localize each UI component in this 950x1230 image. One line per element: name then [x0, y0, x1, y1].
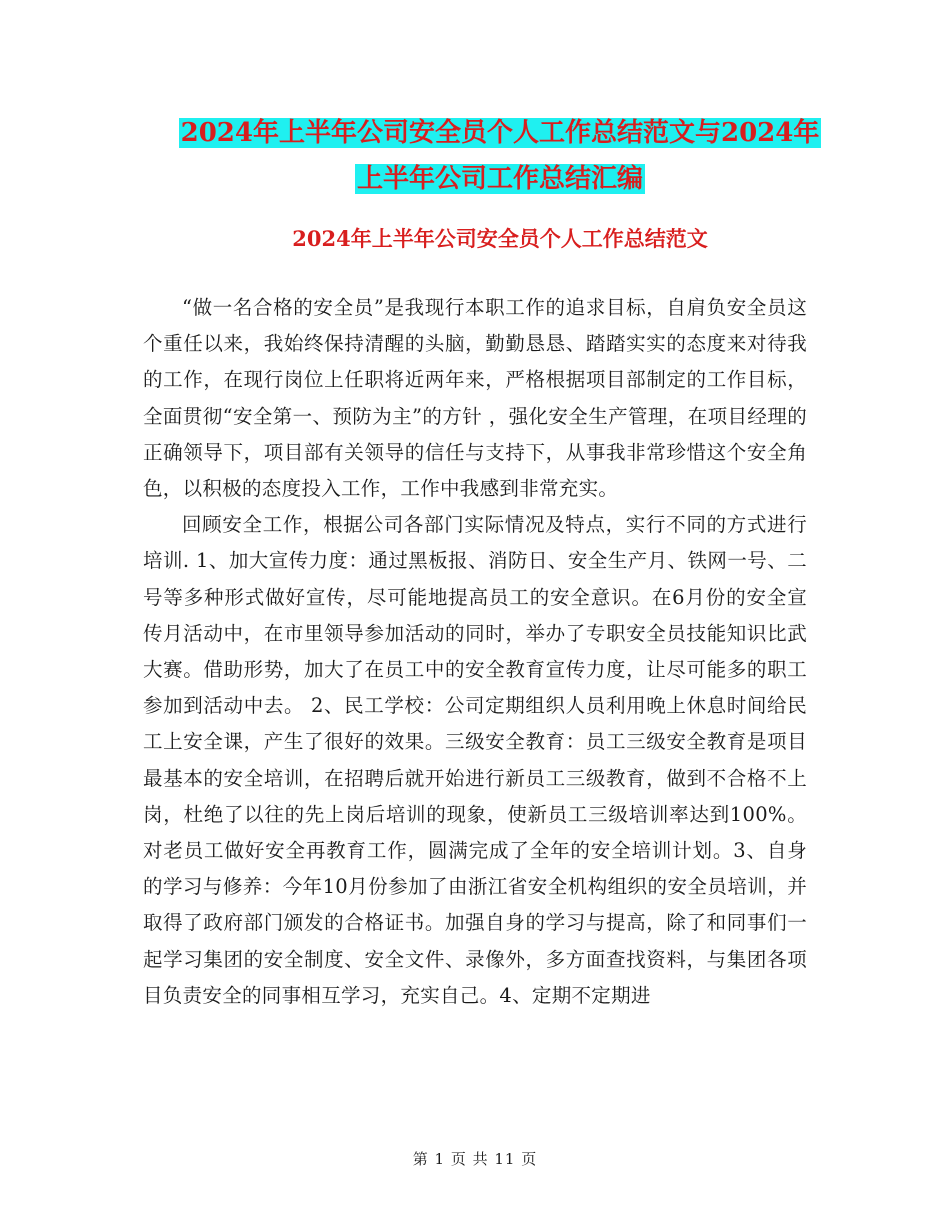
body-text: [143, 290, 807, 1014]
title-line-2: 上半年公司工作总结汇编: [356, 164, 643, 194]
paragraph: 回顾安全工作，根据公司各部门实际情况及特点，实行不同的方式进行培训. 1、加大宣传力度：通过黑板报、消防日、安全生产月、铁网一号、二号等多种形式做好宣传，尽可能地提高员工的安全意识。在6月份的安全宣传月活动中，在市里领导参加活动的同时，举办了专职安全员技能知识比武大赛。借助形势，加大了在员工中的安全教育宣传力度，让尽可能多的职工参加到活动中去。 2、民工学校：公司定期组织人员利用晚上休息时间给民工上安全课，产生了很好的效果。三级安全教育：员工三级安全教育是项目最基本的安全培训，在招聘后就开始进行新员工三级教育，做到不合格不上岗，杜绝了以往的先上岗后培训的现象，使新员工三级培训率达到100%。对老员工做好安全再教育工作，圆满完成了全年的安全培训计划。3、自身的学习与修养：今年10月份参加了由浙江省安全机构组织的安全员培训，并取得了政府部门颁发的合格证书。加强自身的学习与提高，除了和同事们一起学习集团的安全制度、安全文件、录像外，多方面查找资料，与集团各项目负责安全的同事相互学习，充实自己。4、定期不定期进: [143, 513, 807, 1007]
paragraph: “做一名合格的安全员”是我现行本职工作的追求目标，自肩负安全员这个重任以来，我始终保持清醒的头脑，勤勤恳恳、踏踏实实的态度来对待我的工作，在现行岗位上任职将近两年来，严格根据项目部制定的工作目标，全面贯彻“安全第一、预防为主”的方针 ，强化安全生产管理，在项目经理的正确领导下，项目部有关领导的信任与支持下，从事我非常珍惜这个安全角色，以积极的态度投入工作，工作中我感到非常充实。: [143, 296, 807, 501]
document-title: [140, 110, 860, 202]
section-title: 2024年上半年公司安全员个人工作总结范文: [292, 226, 708, 251]
page-footer: 第 1 页 共 11 页: [412, 1150, 538, 1168]
title-line-1: 2024年上半年公司安全员个人工作总结范文与2024年: [180, 118, 820, 148]
